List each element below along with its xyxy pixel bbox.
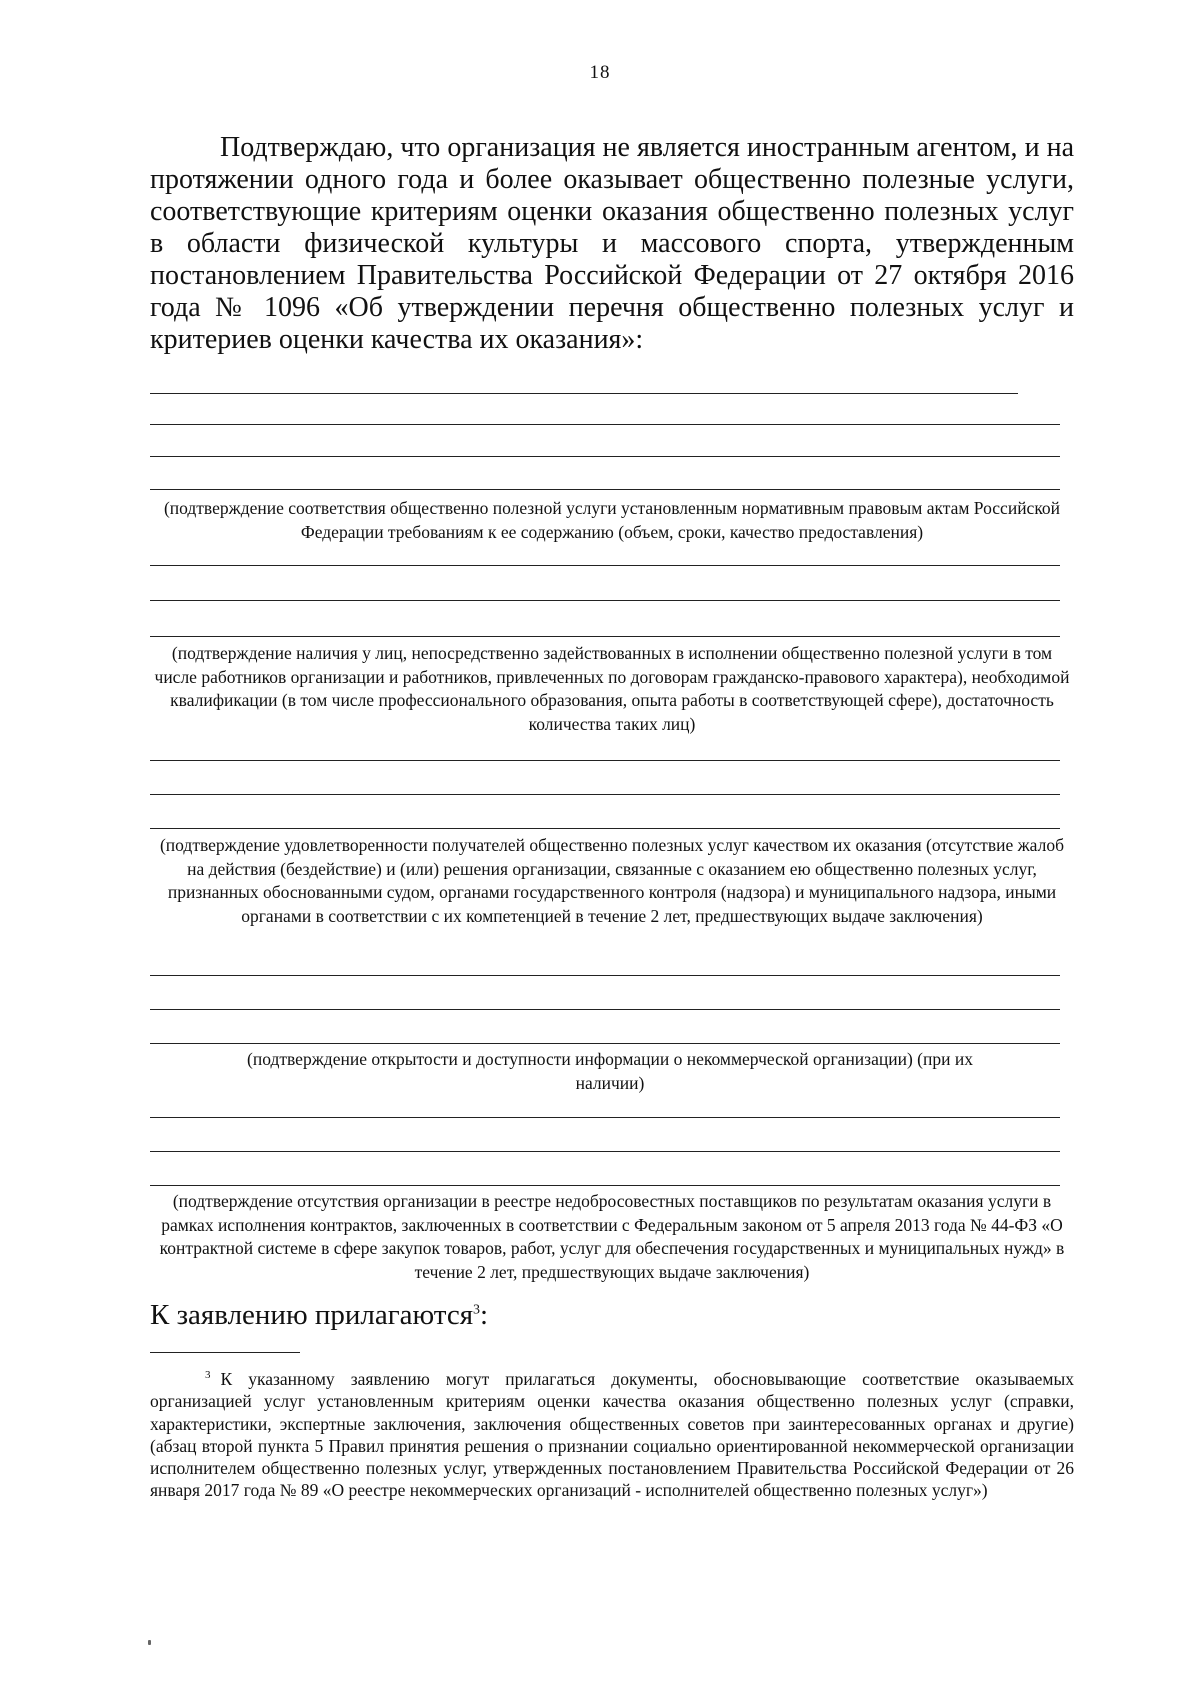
caption-staff-qualification: (подтверждение наличия у лиц, непосредственно задействованных в исполнении общественно полезной услуги в том числе работников организации и работников, привлеченных по договорам гражданско-правового характера), необходимой квалификации (в том числе профессионального образования, опыта работы в соответствующей сфере), достаточность количества таких лиц) — [154, 643, 1070, 734]
fill-line — [150, 456, 1060, 457]
attachments-heading: К заявлению прилагаются$^3$: — [150, 1299, 489, 1331]
fill-line — [150, 1151, 1060, 1152]
caption-content-compliance: (подтверждение соответствия общественно полезной услуги установленным нормативным правовым актам Российской Федерации требованиям к ее содержанию (объем, сроки, качество предоставления) — [163, 498, 1061, 542]
footnote — [150, 1368, 1074, 1502]
fill-line — [150, 636, 1060, 637]
caption-information-openness: (подтверждение открытости и доступности информации о некоммерческой организации) (при их наличии) — [247, 1049, 973, 1093]
fill-line — [150, 1043, 1060, 1044]
footnote-separator — [150, 1352, 300, 1353]
caption-recipient-satisfaction: (подтверждение удовлетворенности получателей общественно полезных услуг качеством их оказания (отсутствие жалоб на действия (бездействие) и (или) решения организации, связанные с оказанием ею общественно полезных услуг, признанных обоснованными судом, органами государственного контроля (надзора) и муниципального надзора, иными органами в соответствии с их компетенцией в течение 2 лет, предшествующих выдаче заключения) — [159, 835, 1064, 926]
attachments-heading-text: К заявлению прилагаются — [150, 1299, 474, 1331]
caption-supplier-registry: (подтверждение отсутствия организации в реестре недобросовестных поставщиков по результатам оказания услуги в рамках исполнения контрактов, заключенных в соответствии с Федеральным законом от 5 апреля 2013 года № 44-ФЗ «О контрактной системе в сфере закупок товаров, работ, услуг для обеспечения государственных и муниципальных нужд» в течение 2 лет, предшествующих выдаче заключения) — [159, 1191, 1065, 1282]
fill-line — [150, 424, 1060, 425]
fill-line — [150, 828, 1060, 829]
fill-line — [150, 794, 1060, 795]
fill-line — [150, 393, 1018, 394]
fill-line — [150, 1185, 1060, 1186]
page-number: 18 — [589, 62, 611, 83]
fill-line — [150, 760, 1060, 761]
fill-line — [150, 1009, 1060, 1010]
footnote-text: К указанному заявлению могут прилагаться документы, обосновывающие соответствие оказываемых организацией услуг установленным критериям оценки качества оказания общественно полезных услуг (справки, характеристики, экспертные заключения, заключения общественных советов при заинтересованных органах и другие) (абзац второй пункта 5 Правил принятия решения о признании социально ориентированной некоммерческой организации исполнителем общественно полезных услуг, утвержденных постановлением Правительства Российской Федерации от 26 января 2017 года № 89 «О реестре некоммерческих организаций - исполнителей общественно полезных услуг») — [150, 1369, 1074, 1501]
scan-speck — [148, 1640, 151, 1645]
fill-line — [150, 565, 1060, 566]
fill-line — [150, 489, 1060, 490]
intro-paragraph: Подтверждаю, что организация не является иностранным агентом, и на протяжении одного года и более оказывает общественно полезные услуги, соответствующие критериям оценки оказания общественно полезных услуг в области физической культуры и массового спорта, утвержденным постановлением Правительства Российской Федерации от 27 октября 2016 года № 1096 «Об утверждении перечня общественно полезных услуг и критериев оценки качества их оказания»: — [150, 132, 1074, 355]
fill-line — [150, 600, 1060, 601]
fill-line — [150, 1117, 1060, 1118]
fill-line — [150, 975, 1060, 976]
footnote-reference: 3 — [473, 1302, 481, 1318]
footnote-number: 3 — [205, 1369, 211, 1382]
